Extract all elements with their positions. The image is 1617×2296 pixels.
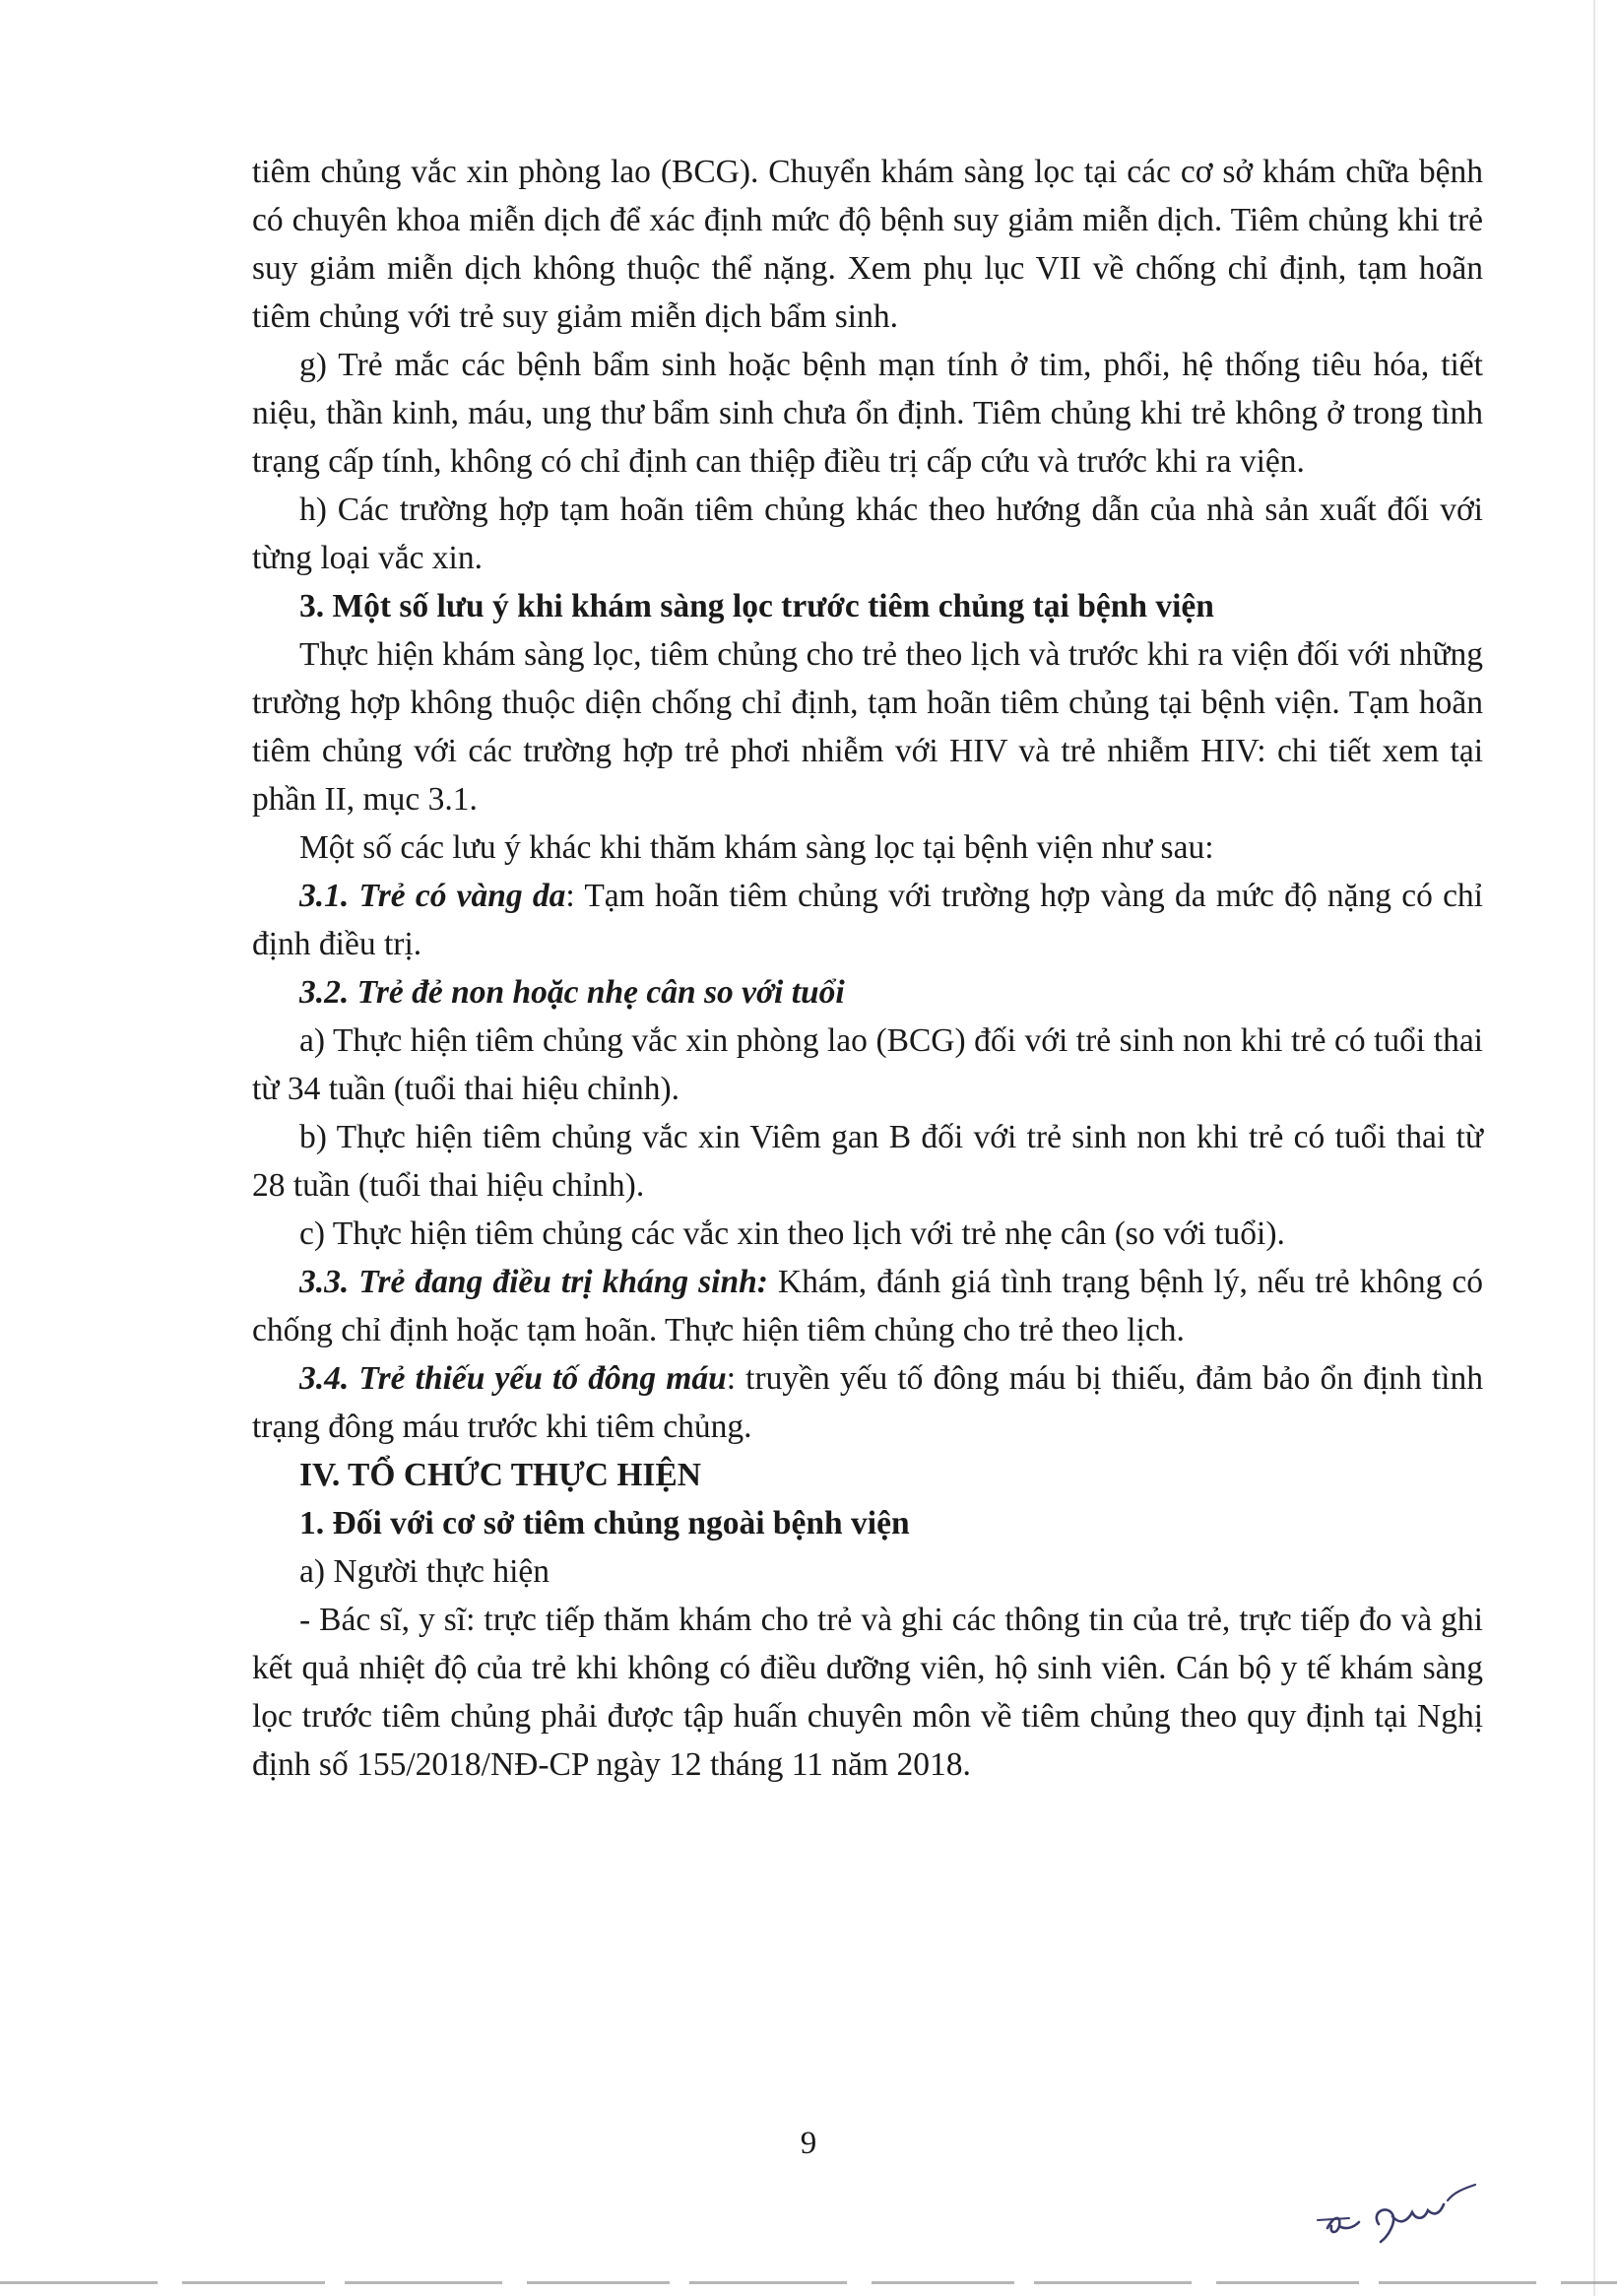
- paragraph-performer: a) Người thực hiện: [299, 1553, 550, 1590]
- section-heading-3: 3. Một số lưu ý khi khám sàng lọc trước tiêm chủng tại bệnh viện: [299, 588, 1214, 624]
- paragraph-hospital-screening: Thực hiện khám sàng lọc, tiêm chủng cho trẻ theo lịch và trước khi ra viện đối với những trường hợp không thuộc diện chống chỉ định, tạm hoãn tiêm chủng tại bệnh viện. Tạm hoãn tiêm chủng với các trường hợp trẻ phơi nhiễm với HIV và trẻ nhiễm HIV: chi tiết xem tại phần II, mục 3.1.: [252, 636, 1483, 818]
- paragraph-3-2-c: c) Thực hiện tiêm chủng các vắc xin theo lịch với trẻ nhẹ cân (so với tuổi).: [299, 1215, 1285, 1252]
- document-body: [252, 148, 1483, 1789]
- subsection-text-3-4: : truyền yếu tố đông máu bị thiếu, đảm bảo ổn định tình trạng đông máu trước khi tiêm chủng.: [252, 1360, 1483, 1445]
- section-heading-iv-1: 1. Đối với cơ sở tiêm chủng ngoài bệnh viện: [299, 1505, 910, 1542]
- scan-bottom-edge: [0, 2281, 1617, 2284]
- subsection-heading-3-2: 3.2. Trẻ đẻ non hoặc nhẹ cân so với tuổi: [299, 974, 845, 1011]
- part-heading-iv: IV. TỔ CHỨC THỰC HIỆN: [299, 1457, 701, 1493]
- paragraph-3-2-a: a) Thực hiện tiêm chủng vắc xin phòng lao (BCG) đối với trẻ sinh non khi trẻ có tuổi thai từ 34 tuần (tuổi thai hiệu chỉnh).: [252, 1022, 1483, 1107]
- paragraph-item-h: h) Các trường hợp tạm hoãn tiêm chủng khác theo hướng dẫn của nhà sản xuất đối với từng loại vắc xin.: [252, 492, 1483, 576]
- paragraph-item-g: g) Trẻ mắc các bệnh bẩm sinh hoặc bệnh mạn tính ở tim, phổi, hệ thống tiêu hóa, tiết niệu, thần kinh, máu, ung thư bẩm sinh chưa ổn định. Tiêm chủng khi trẻ không ở trong tình trạng cấp tính, không có chỉ định can thiệp điều trị cấp cứu và trước khi ra viện.: [252, 347, 1483, 480]
- subsection-text-3-1: : Tạm hoãn tiêm chủng với trường hợp vàng da mức độ nặng có chỉ định điều trị.: [252, 878, 1483, 962]
- paragraph-other-notes: Một số các lưu ý khác khi thăm khám sàng lọc tại bệnh viện như sau:: [299, 829, 1214, 866]
- page-edge-shadow: [1593, 0, 1595, 2296]
- subsection-text-3-3: Khám, đánh giá tình trạng bệnh lý, nếu trẻ không có chống chỉ định hoặc tạm hoãn. Thực hiện tiêm chủng cho trẻ theo lịch.: [252, 1264, 1484, 1348]
- paragraph-3-1: [252, 872, 1483, 968]
- paragraph-doctor-duties: - Bác sĩ, y sĩ: trực tiếp thăm khám cho trẻ và ghi các thông tin của trẻ, trực tiếp đo và ghi kết quả nhiệt độ của trẻ khi không có điều dưỡng viên, hộ sinh viên. Cán bộ y tế khám sàng lọc trước tiêm chủng phải được tập huấn chuyên môn về tiêm chủng theo quy định tại Nghị định số 155/2018/NĐ-CP ngày 12 tháng 11 năm 2018.: [252, 1602, 1483, 1783]
- page-number: 9: [800, 2126, 817, 2161]
- handwritten-initials: [1310, 2177, 1487, 2246]
- paragraph-3-3: [252, 1258, 1483, 1354]
- subsection-title-3-1: 3.1. Trẻ có vàng da: [299, 878, 566, 914]
- subsection-title-3-3: 3.3. Trẻ đang điều trị kháng sinh:: [299, 1264, 768, 1300]
- paragraph-3-4: [252, 1354, 1483, 1451]
- paragraph-3-2-b: b) Thực hiện tiêm chủng vắc xin Viêm gan B đối với trẻ sinh non khi trẻ có tuổi thai từ 28 tuần (tuổi thai hiệu chỉnh).: [252, 1119, 1483, 1204]
- paragraph-immunodeficiency: tiêm chủng vắc xin phòng lao (BCG). Chuyển khám sàng lọc tại các cơ sở khám chữa bệnh có chuyên khoa miễn dịch để xác định mức độ bệnh suy giảm miễn dịch. Tiêm chủng khi trẻ suy giảm miễn dịch không thuộc thể nặng. Xem phụ lục VII về chống chỉ định, tạm hoãn tiêm chủng với trẻ suy giảm miễn dịch bẩm sinh.: [252, 154, 1483, 335]
- subsection-title-3-4: 3.4. Trẻ thiếu yếu tố đông máu: [299, 1360, 727, 1397]
